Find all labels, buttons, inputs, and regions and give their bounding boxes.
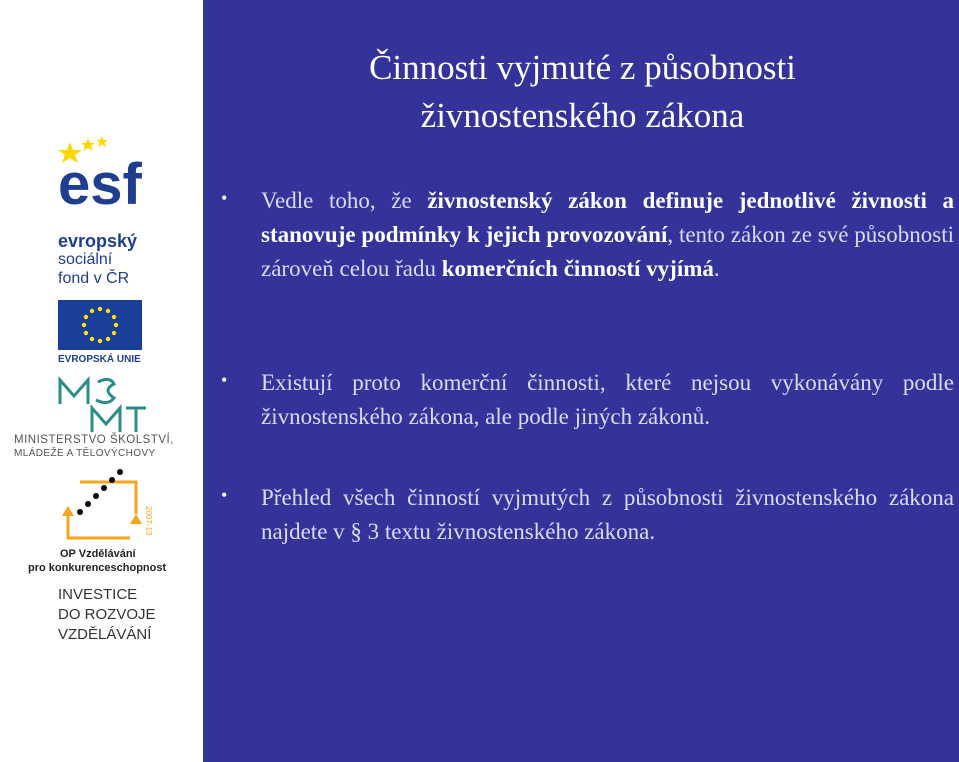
bullet-text-1	[261, 184, 954, 286]
bullet-1-seg-0: Vedle toho, že	[261, 188, 428, 213]
bullet-1-seg-1: živnostenský zákon definuje jednotlivé živnosti a stanovuje podmínky k jejich provozování	[261, 188, 954, 247]
eu-label: EVROPSKÁ UNIE	[58, 354, 141, 365]
title-line-2: živnostenského zákona	[420, 96, 745, 135]
bullet-item-1	[221, 184, 956, 324]
msmt-emblem	[58, 376, 148, 434]
bullet-1-seg-2: , tento zákon ze své působnosti zároveň celou řadu	[261, 222, 954, 281]
investice-block	[58, 586, 198, 656]
bullet-item-2	[221, 366, 956, 446]
bullet-text-3: Přehled všech činností vyjmutých z působnosti živnostenského zákona najdete v § 3 textu živnostenského zákona.	[261, 485, 954, 544]
msmt-line1: MINISTERSTVO ŠKOLSTVÍ,	[14, 434, 174, 446]
esf-line3: fond v ČR	[58, 270, 130, 287]
esf-logo-text: esf	[58, 152, 142, 208]
title-line-1: Činnosti vyjmuté z působnosti	[369, 48, 796, 87]
bullet-1-seg-4: .	[713, 256, 720, 281]
slide-title	[206, 44, 959, 140]
bullet-marker: •	[221, 188, 228, 208]
eu-logo	[58, 300, 148, 370]
op-logo	[28, 466, 198, 578]
logo-sidebar	[0, 0, 203, 762]
esf-line1: evropský	[58, 231, 138, 251]
op-line2: pro konkurenceschopnost	[28, 562, 167, 574]
esf-emblem	[58, 136, 170, 208]
investice-line2: DO ROZVOJE	[58, 606, 156, 623]
bullet-text-2: Existují proto komerční činnosti, které nejsou vykonávány podle živnostenského zákona, ale podle jiných zákonů.	[261, 370, 954, 429]
bullet-marker: •	[221, 485, 228, 505]
bullet-1-seg-3: komerčních činností vyjímá	[441, 256, 714, 281]
op-line1: OP Vzdělávání	[60, 548, 136, 560]
bullet-marker: •	[221, 370, 228, 390]
bullet-item-3	[221, 481, 956, 591]
esf-logo	[58, 136, 170, 296]
investice-line1: INVESTICE	[58, 586, 138, 603]
esf-line2: sociální	[58, 251, 113, 268]
op-emblem	[60, 466, 160, 546]
slide-content	[206, 0, 959, 762]
investice-line3: VZDĚLÁVÁNÍ	[58, 626, 152, 643]
msmt-logo	[14, 376, 194, 462]
msmt-line2: MLÁDEŽE A TĚLOVÝCHOVY	[14, 448, 156, 459]
op-years: 2007-13	[144, 506, 153, 536]
eu-flag-icon	[58, 300, 142, 350]
